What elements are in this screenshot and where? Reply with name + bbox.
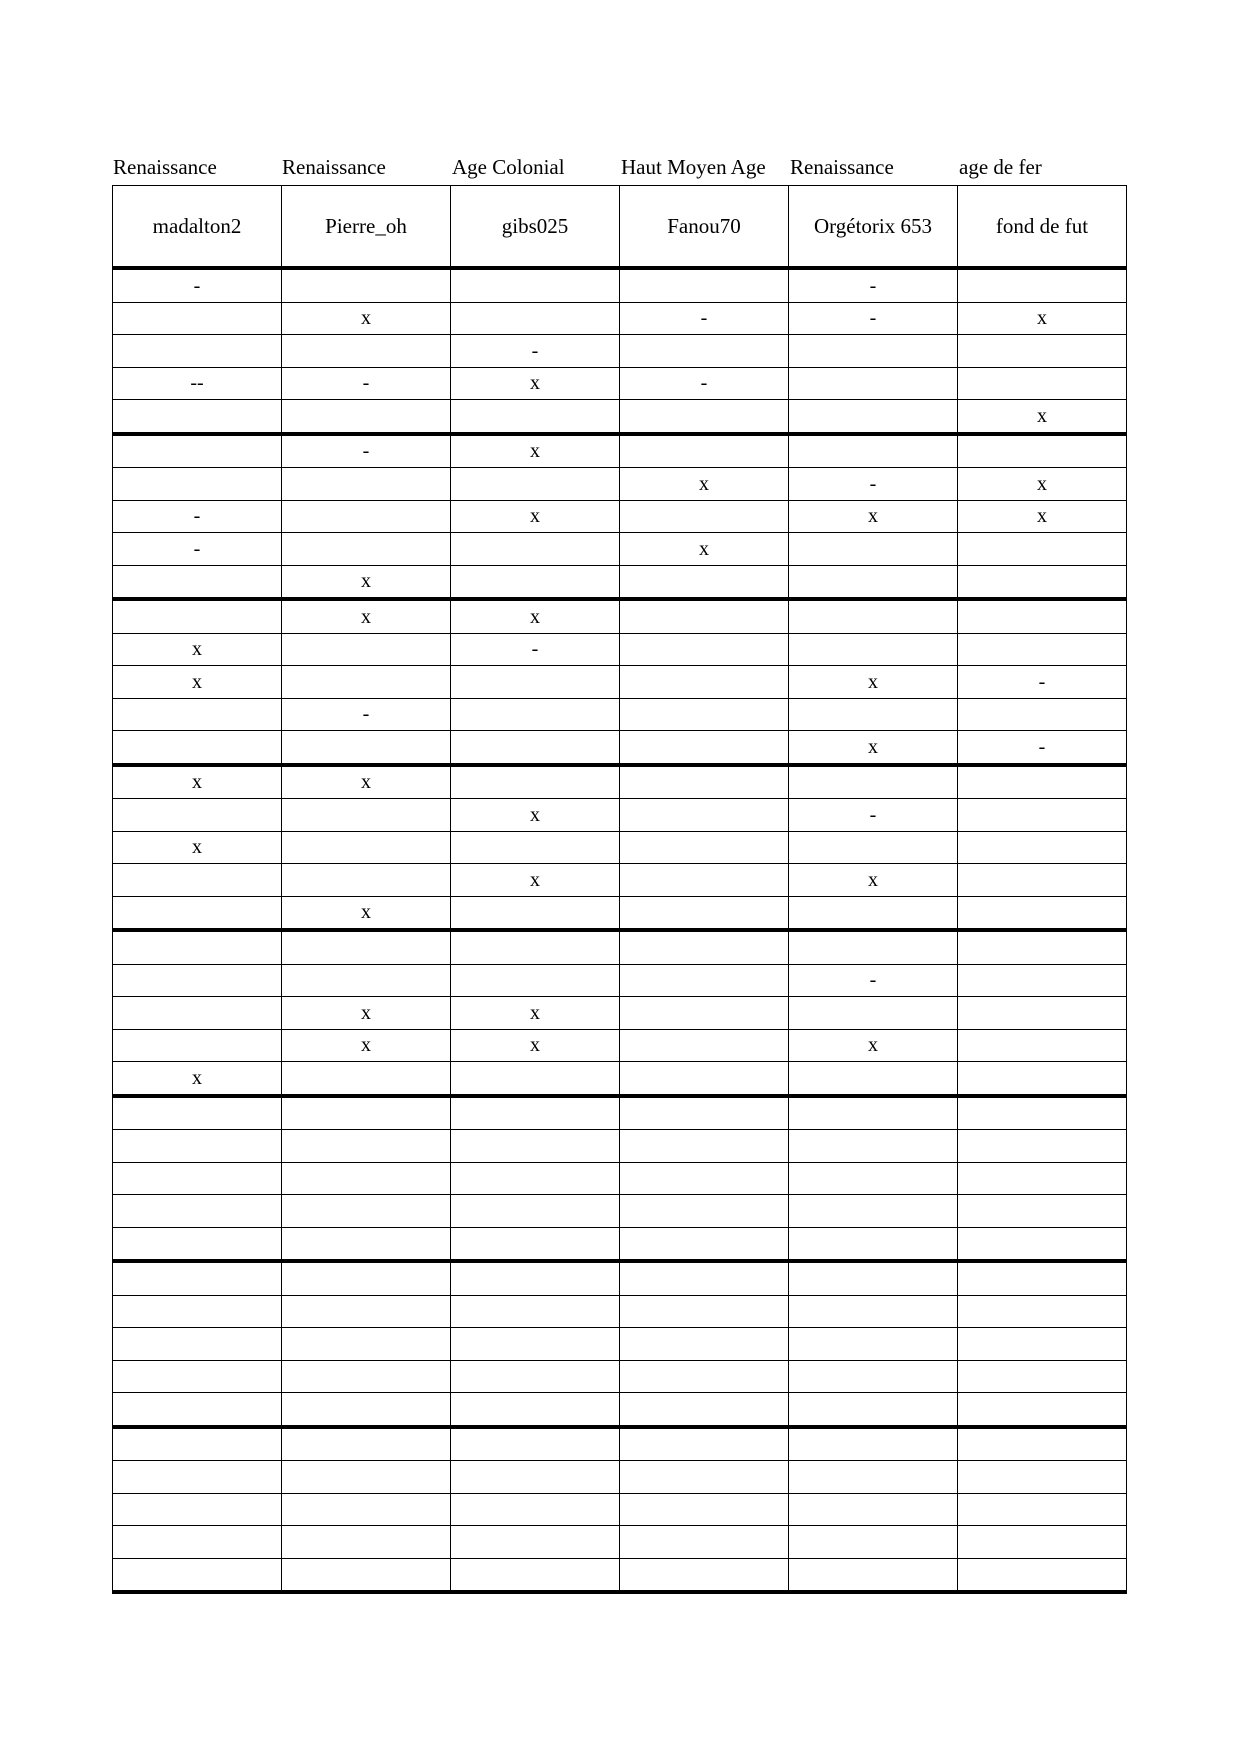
table-cell	[958, 1558, 1127, 1592]
table-cell	[451, 1427, 620, 1461]
table-cell	[789, 1261, 958, 1295]
table-cell	[958, 335, 1127, 368]
table-row	[113, 964, 1127, 997]
table-cell	[620, 565, 789, 599]
table-cell	[958, 1096, 1127, 1130]
table-cell	[451, 1526, 620, 1559]
table-cell	[789, 1195, 958, 1228]
table-cell	[620, 930, 789, 964]
table-cell	[451, 400, 620, 434]
table-cell	[789, 1427, 958, 1461]
table-row	[113, 633, 1127, 666]
table-cell	[282, 831, 451, 864]
era-label: age de fer	[959, 155, 1042, 179]
table-cell	[620, 1130, 789, 1163]
table-cell: -	[113, 533, 282, 566]
table-cell	[789, 698, 958, 731]
table-cell	[620, 1227, 789, 1261]
table-row	[113, 1328, 1127, 1361]
table-body	[113, 268, 1127, 1592]
table-cell	[958, 864, 1127, 897]
table-cell: -	[620, 367, 789, 400]
table-cell	[620, 964, 789, 997]
table-cell	[451, 268, 620, 302]
table-cell	[620, 633, 789, 666]
table-cell	[113, 1360, 282, 1393]
table-row	[113, 1162, 1127, 1195]
table-cell	[958, 1493, 1127, 1526]
table-cell: x	[282, 765, 451, 799]
era-label: Renaissance	[790, 155, 894, 179]
table-row	[113, 864, 1127, 897]
table-cell	[958, 633, 1127, 666]
table-cell: x	[958, 400, 1127, 434]
table-cell	[113, 1526, 282, 1559]
table-cell	[282, 533, 451, 566]
table-cell	[789, 367, 958, 400]
era-labels	[113, 154, 1123, 180]
table-cell	[958, 1328, 1127, 1361]
table-cell	[620, 731, 789, 765]
table-cell	[958, 765, 1127, 799]
table-cell: -	[789, 799, 958, 832]
table-cell: x	[789, 1029, 958, 1062]
table-row	[113, 434, 1127, 468]
table-row	[113, 268, 1127, 302]
table-cell	[113, 565, 282, 599]
table-cell	[958, 367, 1127, 400]
table-cell	[958, 698, 1127, 731]
table-cell	[282, 1227, 451, 1261]
table-cell	[113, 1261, 282, 1295]
table-cell	[620, 1393, 789, 1427]
table-cell	[451, 1096, 620, 1130]
table-cell	[620, 799, 789, 832]
table-cell	[958, 799, 1127, 832]
table-cell: -	[113, 268, 282, 302]
table-row	[113, 1295, 1127, 1328]
table-cell	[789, 1130, 958, 1163]
table-cell	[113, 896, 282, 930]
table-row	[113, 533, 1127, 566]
table-cell	[620, 335, 789, 368]
table-cell	[451, 930, 620, 964]
table-row	[113, 468, 1127, 501]
table-cell	[282, 1526, 451, 1559]
table-row	[113, 698, 1127, 731]
table-cell	[113, 964, 282, 997]
table-cell	[282, 1393, 451, 1427]
table-cell	[620, 864, 789, 897]
table-cell	[113, 731, 282, 765]
table-cell	[958, 533, 1127, 566]
table-cell	[282, 1162, 451, 1195]
table-cell: -	[789, 302, 958, 335]
table-cell: x	[451, 1029, 620, 1062]
table-cell	[113, 1162, 282, 1195]
table-cell	[958, 1062, 1127, 1096]
era-label: Renaissance	[282, 155, 386, 179]
table-cell: x	[451, 997, 620, 1030]
table-cell	[451, 831, 620, 864]
table-cell	[282, 864, 451, 897]
table-cell	[789, 1295, 958, 1328]
table-cell	[789, 1360, 958, 1393]
table-row	[113, 1558, 1127, 1592]
table-cell	[620, 268, 789, 302]
table-cell: x	[282, 1029, 451, 1062]
table-cell	[789, 1227, 958, 1261]
table-cell: x	[282, 302, 451, 335]
table-cell	[282, 799, 451, 832]
table-cell: -	[451, 633, 620, 666]
table-cell: x	[451, 599, 620, 633]
table-cell	[789, 930, 958, 964]
table-cell: x	[789, 666, 958, 699]
table-cell	[282, 1493, 451, 1526]
table-row	[113, 1062, 1127, 1096]
table-cell: -	[958, 666, 1127, 699]
player-header: fond de fut	[958, 186, 1127, 269]
table-cell	[958, 1461, 1127, 1494]
table-row	[113, 1261, 1127, 1295]
table-cell	[113, 698, 282, 731]
table-cell	[789, 1393, 958, 1427]
table-cell	[620, 1195, 789, 1228]
table-cell	[620, 666, 789, 699]
table-cell: x	[282, 997, 451, 1030]
table-cell	[282, 400, 451, 434]
table-cell	[958, 1162, 1127, 1195]
table-row	[113, 1461, 1127, 1494]
table-cell	[789, 1162, 958, 1195]
table-cell: x	[620, 468, 789, 501]
table-cell	[958, 599, 1127, 633]
table-cell	[620, 1526, 789, 1559]
table-cell	[620, 997, 789, 1030]
table-cell: x	[451, 500, 620, 533]
table-cell	[789, 1328, 958, 1361]
table-cell: x	[451, 434, 620, 468]
table-cell: -	[620, 302, 789, 335]
table-cell	[958, 268, 1127, 302]
table-cell	[451, 533, 620, 566]
table-cell	[620, 698, 789, 731]
table-cell	[620, 599, 789, 633]
table-cell	[620, 1427, 789, 1461]
table-cell	[620, 1493, 789, 1526]
table-cell	[620, 765, 789, 799]
table-cell	[789, 335, 958, 368]
table-cell: x	[113, 633, 282, 666]
table-cell	[958, 1393, 1127, 1427]
table-cell	[113, 400, 282, 434]
table-cell	[451, 1295, 620, 1328]
table-cell	[282, 1360, 451, 1393]
table-cell	[620, 1029, 789, 1062]
table-cell	[789, 565, 958, 599]
table-cell	[958, 896, 1127, 930]
table-cell	[958, 997, 1127, 1030]
table-cell	[451, 1328, 620, 1361]
table-cell	[958, 1526, 1127, 1559]
table-cell	[113, 1130, 282, 1163]
table-cell: x	[451, 367, 620, 400]
table-row	[113, 896, 1127, 930]
table-cell	[620, 1062, 789, 1096]
table-cell	[113, 799, 282, 832]
table-cell	[282, 1461, 451, 1494]
table-cell: x	[958, 500, 1127, 533]
table-cell	[789, 1461, 958, 1494]
table-cell	[789, 1558, 958, 1592]
table-row	[113, 765, 1127, 799]
table-row	[113, 997, 1127, 1030]
era-label: Renaissance	[113, 155, 217, 179]
table-cell	[451, 468, 620, 501]
table-cell	[451, 1227, 620, 1261]
table-cell	[958, 1295, 1127, 1328]
table-cell	[451, 1360, 620, 1393]
table-cell: x	[451, 864, 620, 897]
table-row	[113, 799, 1127, 832]
table-cell	[958, 1195, 1127, 1228]
table-cell: x	[282, 599, 451, 633]
table-row	[113, 1360, 1127, 1393]
table-cell	[620, 1295, 789, 1328]
table-cell	[113, 1195, 282, 1228]
player-header: Orgétorix 653	[789, 186, 958, 269]
table-cell	[282, 1427, 451, 1461]
table-cell	[113, 302, 282, 335]
table-row	[113, 335, 1127, 368]
table-cell	[451, 1493, 620, 1526]
table-cell	[789, 1062, 958, 1096]
table-cell	[958, 1227, 1127, 1261]
table-cell	[451, 896, 620, 930]
table-cell	[113, 599, 282, 633]
table-row	[113, 302, 1127, 335]
table-cell	[789, 533, 958, 566]
player-header: madalton2	[113, 186, 282, 269]
table-row	[113, 1096, 1127, 1130]
table-row	[113, 1427, 1127, 1461]
table-cell	[620, 500, 789, 533]
table-row	[113, 565, 1127, 599]
player-header: Pierre_oh	[282, 186, 451, 269]
table-cell	[451, 1558, 620, 1592]
table-cell	[620, 1360, 789, 1393]
table-cell: x	[789, 500, 958, 533]
table-cell	[789, 896, 958, 930]
table-cell	[620, 896, 789, 930]
table-cell: -	[282, 367, 451, 400]
table-cell	[113, 1029, 282, 1062]
table-cell	[620, 831, 789, 864]
table-cell	[113, 930, 282, 964]
table-cell: x	[113, 765, 282, 799]
table-cell	[451, 1461, 620, 1494]
table-cell	[113, 997, 282, 1030]
table-cell	[282, 468, 451, 501]
table-cell	[451, 1062, 620, 1096]
table-cell	[113, 1328, 282, 1361]
table-cell	[789, 599, 958, 633]
table-cell	[620, 434, 789, 468]
table-cell	[113, 1393, 282, 1427]
table-cell	[620, 1461, 789, 1494]
table-cell: x	[451, 799, 620, 832]
table-cell	[789, 1526, 958, 1559]
table-cell	[113, 1461, 282, 1494]
table-cell	[113, 434, 282, 468]
table-cell	[282, 633, 451, 666]
score-table	[112, 185, 1127, 1594]
table-cell	[282, 1261, 451, 1295]
table-cell	[789, 1493, 958, 1526]
table-row	[113, 1526, 1127, 1559]
table-cell	[451, 1261, 620, 1295]
table-cell: x	[789, 731, 958, 765]
table-cell	[282, 335, 451, 368]
table-cell: x	[113, 831, 282, 864]
table-cell: -	[789, 964, 958, 997]
table-cell: --	[113, 367, 282, 400]
table-cell: x	[282, 565, 451, 599]
table-cell: -	[282, 434, 451, 468]
table-cell	[282, 666, 451, 699]
table-cell	[451, 565, 620, 599]
table-cell	[113, 468, 282, 501]
table-row	[113, 400, 1127, 434]
table-cell: x	[113, 666, 282, 699]
table-cell	[620, 1261, 789, 1295]
table-row	[113, 367, 1127, 400]
table-cell: -	[282, 698, 451, 731]
table-cell	[282, 731, 451, 765]
table-row	[113, 1227, 1127, 1261]
table-cell	[958, 434, 1127, 468]
table-cell	[282, 1096, 451, 1130]
table-cell: -	[113, 500, 282, 533]
table-cell: x	[958, 302, 1127, 335]
table-cell	[958, 1360, 1127, 1393]
table-cell: x	[282, 896, 451, 930]
table-cell	[282, 1195, 451, 1228]
table-cell	[789, 831, 958, 864]
table-cell	[958, 1130, 1127, 1163]
table-row	[113, 500, 1127, 533]
table-cell	[620, 1558, 789, 1592]
player-header: Fanou70	[620, 186, 789, 269]
table-cell	[113, 1558, 282, 1592]
table-row	[113, 1130, 1127, 1163]
era-label: Age Colonial	[452, 155, 565, 179]
table-cell	[451, 698, 620, 731]
table-row	[113, 731, 1127, 765]
table-cell	[282, 1558, 451, 1592]
table-cell	[958, 1427, 1127, 1461]
table-row	[113, 831, 1127, 864]
table-cell	[282, 964, 451, 997]
table-row	[113, 1493, 1127, 1526]
player-header: gibs025	[451, 186, 620, 269]
table-cell	[958, 964, 1127, 997]
table-cell: x	[958, 468, 1127, 501]
table-cell: x	[789, 864, 958, 897]
table-row	[113, 1195, 1127, 1228]
header-row	[113, 186, 1127, 269]
table-cell	[113, 864, 282, 897]
table-row	[113, 1393, 1127, 1427]
table-row	[113, 1029, 1127, 1062]
table-cell	[958, 831, 1127, 864]
table-cell	[451, 1195, 620, 1228]
table-cell	[789, 633, 958, 666]
table-cell	[113, 1427, 282, 1461]
table-cell	[451, 765, 620, 799]
table-cell	[113, 335, 282, 368]
table-cell	[620, 400, 789, 434]
table-cell	[620, 1162, 789, 1195]
table-cell: x	[620, 533, 789, 566]
table-cell	[113, 1227, 282, 1261]
table-cell	[958, 565, 1127, 599]
table-cell	[451, 1393, 620, 1427]
table-cell	[789, 434, 958, 468]
table-cell	[113, 1493, 282, 1526]
table-cell	[789, 997, 958, 1030]
table-cell	[282, 930, 451, 964]
table-row	[113, 599, 1127, 633]
table-cell: -	[789, 468, 958, 501]
table-cell: -	[451, 335, 620, 368]
table-cell	[620, 1328, 789, 1361]
table-cell	[620, 1096, 789, 1130]
table-cell	[282, 1295, 451, 1328]
table-cell	[282, 1328, 451, 1361]
era-label: Haut Moyen Age	[621, 155, 766, 179]
table-cell	[451, 731, 620, 765]
table-cell: -	[789, 268, 958, 302]
table-cell	[282, 1130, 451, 1163]
table-cell	[958, 930, 1127, 964]
table-cell	[282, 500, 451, 533]
table-cell	[451, 1162, 620, 1195]
table-cell	[113, 1096, 282, 1130]
table-cell	[282, 268, 451, 302]
table-cell: x	[113, 1062, 282, 1096]
table-cell	[451, 302, 620, 335]
table-cell	[789, 1096, 958, 1130]
table-cell	[451, 666, 620, 699]
table-cell	[958, 1261, 1127, 1295]
table-cell	[451, 964, 620, 997]
table-header	[113, 186, 1127, 269]
table-cell	[958, 1029, 1127, 1062]
table-cell	[789, 400, 958, 434]
table-cell	[451, 1130, 620, 1163]
table-cell: -	[958, 731, 1127, 765]
table-cell	[789, 765, 958, 799]
table-cell	[282, 1062, 451, 1096]
table-cell	[113, 1295, 282, 1328]
table-row	[113, 666, 1127, 699]
table-row	[113, 930, 1127, 964]
